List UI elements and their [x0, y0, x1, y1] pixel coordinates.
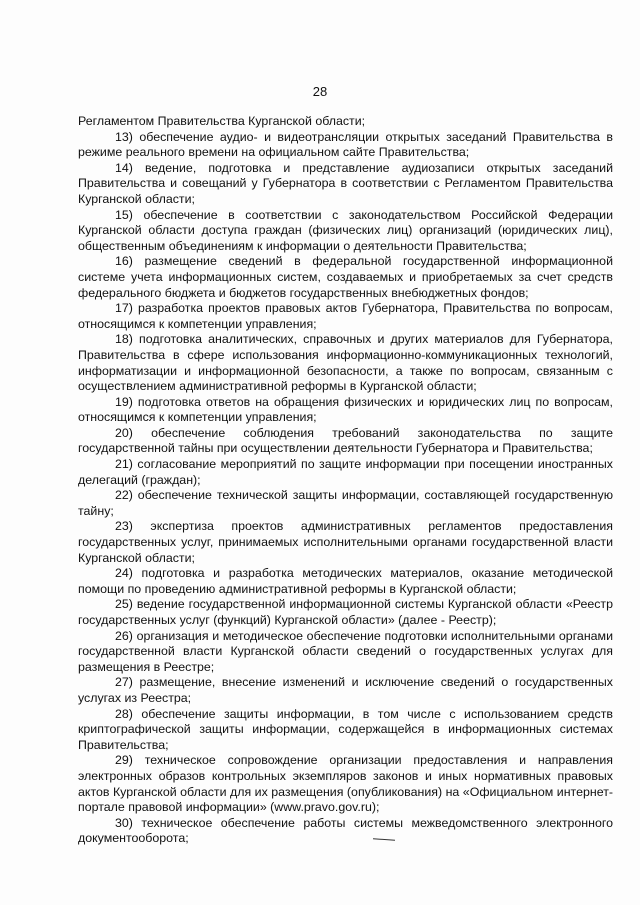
document-body	[78, 114, 613, 847]
list-item-13: 13) обеспечение аудио- и видеотрансляции открытых заседаний Правительства в режиме реального времени на официальном сайте Правительства;	[78, 129, 613, 160]
list-item-17: 17) разработка проектов правовых актов Губернатора, Правительства по вопросам, относящимся к компетенции управления;	[78, 301, 613, 331]
list-item-20: 20) обеспечение соблюдения требований законодательства по защите государственной тайны при осуществлении деятельности Губернатора и Правительства;	[78, 425, 613, 456]
list-item-25: 25) ведение государственной информационной системы Курганской области «Реестр государственных услуг (функций) Курганской области» (далее - Реестр);	[78, 597, 613, 627]
list-item-29: 29) техническое сопровождение организации предоставления и направления электронных образов контрольных экземпляров законов и иных нормативных правовых актов Курганской области для их размещения (опубликования) на «Официальном интернет-портале правовой информации» (www.pravo.gov.ru);	[78, 753, 613, 815]
list-item-21: 21) согласование мероприятий по защите информации при посещении иностранных делегаций (граждан);	[78, 457, 613, 487]
list-item-28: 28) обеспечение защиты информации, в том числе с использованием средств криптографической защиты информации, содержащейся в информационных системах Правительства;	[78, 706, 613, 752]
list-item-22: 22) обеспечение технической защиты информации, составляющей государственную тайну;	[78, 488, 613, 518]
page-number: 28	[312, 84, 328, 99]
list-item-30: 30) техническое обеспечение работы системы межведомственного электронного документооборота;	[78, 815, 613, 846]
list-item-16: 16) размещение сведений в федеральной государственной информационной системе учета информационных систем, создаваемых и приобретаемых за счет средств федерального бюджета и бюджетов государственных внебюджетных фондов;	[78, 254, 613, 300]
list-item-14: 14) ведение, подготовка и представление аудиозаписи открытых заседаний Правительства и совещаний у Губернатора в соответствии с Регламентом Правительства Курганской области;	[78, 160, 613, 206]
list-item-23: 23) экспертиза проектов административных регламентов предоставления государственных услуг, принимаемых исполнительными органами государственной власти Курганской области;	[78, 519, 613, 565]
list-item-26: 26) организация и методическое обеспечение подготовки исполнительными органами государственной власти Курганской области сведений о государственных услугах для размещения в Реестре;	[78, 628, 613, 674]
list-item-27: 27) размещение, внесение изменений и исключение сведений о государственных услугах из Реестра;	[78, 675, 613, 705]
paragraph-continuation: Регламентом Правительства Курганской области;	[78, 114, 366, 128]
list-item-19: 19) подготовка ответов на обращения физических и юридических лиц по вопросам, относящимся к компетенции управления;	[78, 394, 613, 425]
list-item-24: 24) подготовка и разработка методических материалов, оказание методической помощи по проведению административной реформы в Курганской области;	[78, 566, 613, 596]
list-item-15: 15) обеспечение в соответствии с законодательством Российской Федерации Курганской области доступа граждан (физических лиц) организаций (юридических лиц), общественным объединениям к информации о деятельности Правительства;	[78, 207, 613, 253]
list-item-18: 18) подготовка аналитических, справочных и других материалов для Губернатора, Правительства в сфере использования информационно-коммуникационных технологий, информатизации и информационной безопасности, а также по вопросам, связанным с осуществлением административной реформы в Курганской области;	[78, 332, 613, 394]
